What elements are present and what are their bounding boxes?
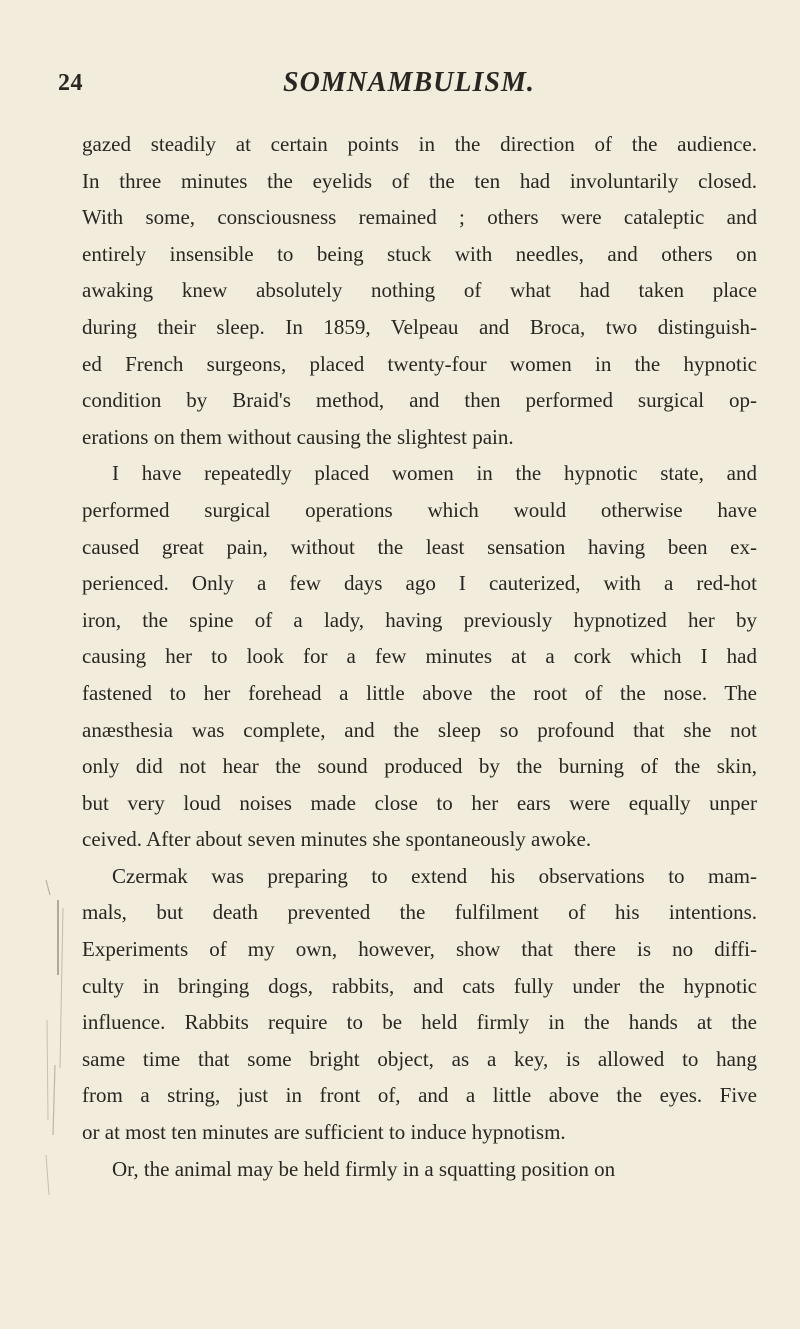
text-line: only did not hear the sound produced by the burning of the skin, xyxy=(82,754,757,779)
page-number: 24 xyxy=(58,70,83,96)
text-line: same time that some bright object, as a key, is allowed to hang xyxy=(82,1046,757,1071)
body-text xyxy=(82,126,757,1187)
text-line: iron, the spine of a lady, having previously hypnotized her by xyxy=(82,607,757,632)
text-line: or at most ten minutes are sufficient to induce hypnotism. xyxy=(82,1120,566,1145)
text-line: but very loud noises made close to her ears were equally unper xyxy=(82,790,757,815)
text-line: fastened to her forehead a little above the root of the nose. The xyxy=(82,680,757,705)
text-line: causing her to look for a few minutes at a cork which I had xyxy=(82,644,757,669)
text-line: ceived. After about seven minutes she spontaneously awoke. xyxy=(82,827,592,852)
text-line: gazed steadily at certain points in the direction of the audience. xyxy=(82,132,757,156)
text-line: ed French surgeons, placed twenty-four women in the hypnotic xyxy=(82,351,757,376)
text-line: condition by Braid's method, and then performed surgical op- xyxy=(82,388,757,413)
text-line: anæsthesia was complete, and the sleep so profound that she not xyxy=(82,717,757,742)
text-line: performed surgical operations which would otherwise have xyxy=(82,497,757,522)
text-line: With some, consciousness remained ; others were cataleptic and xyxy=(82,205,757,230)
text-line: erations on them without causing the slightest pain. xyxy=(82,424,514,449)
text-line: awaking knew absolutely nothing of what had taken place xyxy=(82,278,757,303)
text-line: influence. Rabbits require to be held firmly in the hands at the xyxy=(82,1010,757,1035)
text-line: Or, the animal may be held firmly in a squatting position on xyxy=(112,1156,616,1181)
text-line: perienced. Only a few days ago I cauterized, with a red-hot xyxy=(82,571,757,596)
running-head: SOMNAMBULISM. xyxy=(283,67,535,98)
text-line: caused great pain, without the least sensation having been ex- xyxy=(82,534,757,559)
text-line: Czermak was preparing to extend his observations to mam- xyxy=(112,863,757,888)
text-line: mals, but death prevented the fulfilment of his intentions. xyxy=(82,900,757,925)
text-line: culty in bringing dogs, rabbits, and cats fully under the hypnotic xyxy=(82,973,757,998)
page-header xyxy=(58,62,758,102)
text-line: entirely insensible to being stuck with needles, and others on xyxy=(82,241,757,266)
text-line: during their sleep. In 1859, Velpeau and Broca, two distinguish- xyxy=(82,314,757,339)
text-line: from a string, just in front of, and a little above the eyes. Five xyxy=(82,1083,757,1108)
text-line: Experiments of my own, however, show that there is no diffi- xyxy=(82,937,757,962)
text-line: I have repeatedly placed women in the hypnotic state, and xyxy=(112,461,757,486)
text-line: In three minutes the eyelids of the ten had involuntarily closed. xyxy=(82,168,757,193)
